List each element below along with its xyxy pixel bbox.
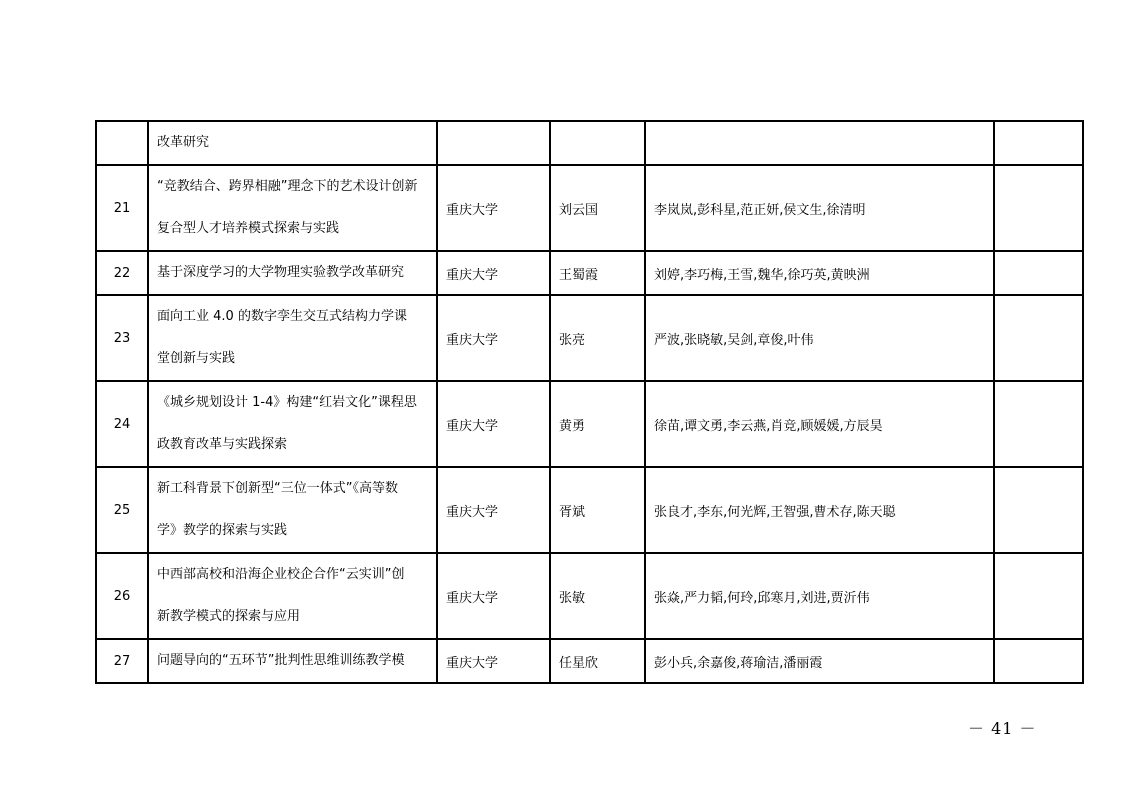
project-unit: 重庆大学 — [437, 165, 550, 251]
project-members: 张良才,李东,何光辉,王智强,曹术存,陈天聪 — [645, 467, 994, 553]
project-title-line: 改革研究 — [157, 135, 210, 150]
project-members: 彭小兵,余嘉俊,蒋瑜洁,潘丽霞 — [645, 639, 994, 683]
project-unit: 重庆大学 — [437, 467, 550, 553]
table-row — [96, 295, 1083, 381]
project-leader: 黄勇 — [550, 381, 645, 467]
project-note — [994, 295, 1083, 381]
project-leader — [550, 121, 645, 165]
project-leader: 王蜀霞 — [550, 251, 645, 295]
project-title-line: 问题导向的“五环节”批判性思维训练教学模 — [157, 653, 405, 668]
project-leader: 张敏 — [550, 553, 645, 639]
project-leader: 任星欣 — [550, 639, 645, 683]
project-title — [148, 553, 437, 639]
project-title-line: 新工科背景下创新型“三位一体式”《高等数 — [157, 481, 398, 496]
project-title — [148, 251, 437, 295]
project-members: 刘婷,李巧梅,王雪,魏华,徐巧英,黄映洲 — [645, 251, 994, 295]
project-title — [148, 467, 437, 553]
project-unit: 重庆大学 — [437, 295, 550, 381]
project-leader: 胥斌 — [550, 467, 645, 553]
table-row — [96, 467, 1083, 553]
row-number: 22 — [96, 251, 148, 295]
project-title-line: 基于深度学习的大学物理实验教学改革研究 — [157, 265, 405, 280]
project-title-line: 堂创新与实践 — [157, 351, 236, 366]
table-row — [96, 165, 1083, 251]
project-note — [994, 381, 1083, 467]
project-note — [994, 121, 1083, 165]
project-title — [148, 381, 437, 467]
project-members — [645, 121, 994, 165]
table-row — [96, 121, 1083, 165]
project-title-line: 新教学模式的探索与应用 — [157, 609, 301, 624]
project-title-line: “竞教结合、跨界相融”理念下的艺术设计创新 — [157, 179, 418, 194]
project-members: 李岚岚,彭科星,范正妍,侯文生,徐清明 — [645, 165, 994, 251]
project-leader: 刘云国 — [550, 165, 645, 251]
project-members: 张焱,严力韬,何玲,邱寒月,刘进,贾沂伟 — [645, 553, 994, 639]
project-note — [994, 639, 1083, 683]
project-title-line: 《城乡规划设计 1-4》构建“红岩文化”课程思 — [157, 395, 417, 410]
project-members: 徐苗,谭文勇,李云燕,肖竞,顾媛媛,方辰昊 — [645, 381, 994, 467]
row-number: 25 — [96, 467, 148, 553]
row-number: 26 — [96, 553, 148, 639]
project-unit: 重庆大学 — [437, 553, 550, 639]
project-title-line: 复合型人才培养模式探索与实践 — [157, 221, 340, 236]
project-note — [994, 553, 1083, 639]
project-title — [148, 165, 437, 251]
project-note — [994, 165, 1083, 251]
project-leader: 张亮 — [550, 295, 645, 381]
table-row — [96, 553, 1083, 639]
project-note — [994, 251, 1083, 295]
table-row — [96, 639, 1083, 683]
project-title — [148, 639, 437, 683]
project-unit: 重庆大学 — [437, 381, 550, 467]
project-title-line: 学》教学的探索与实践 — [157, 523, 288, 538]
project-title-line: 中西部高校和沿海企业校企合作“云实训”创 — [157, 567, 405, 582]
project-unit: 重庆大学 — [437, 639, 550, 683]
project-title — [148, 295, 437, 381]
project-note — [994, 467, 1083, 553]
row-number: 23 — [96, 295, 148, 381]
row-number: 21 — [96, 165, 148, 251]
project-unit — [437, 121, 550, 165]
row-number: 27 — [96, 639, 148, 683]
table-row — [96, 381, 1083, 467]
row-number: 24 — [96, 381, 148, 467]
project-title — [148, 121, 437, 165]
table-row — [96, 251, 1083, 295]
project-table — [95, 120, 1084, 684]
project-title-line: 面向工业 4.0 的数字孪生交互式结构力学课 — [157, 309, 407, 324]
project-unit: 重庆大学 — [437, 251, 550, 295]
project-members: 严波,张晓敏,吴剑,章俊,叶伟 — [645, 295, 994, 381]
project-title-line: 政教育改革与实践探索 — [157, 437, 288, 452]
page-number: － 41 － — [968, 719, 1037, 738]
row-number — [96, 121, 148, 165]
